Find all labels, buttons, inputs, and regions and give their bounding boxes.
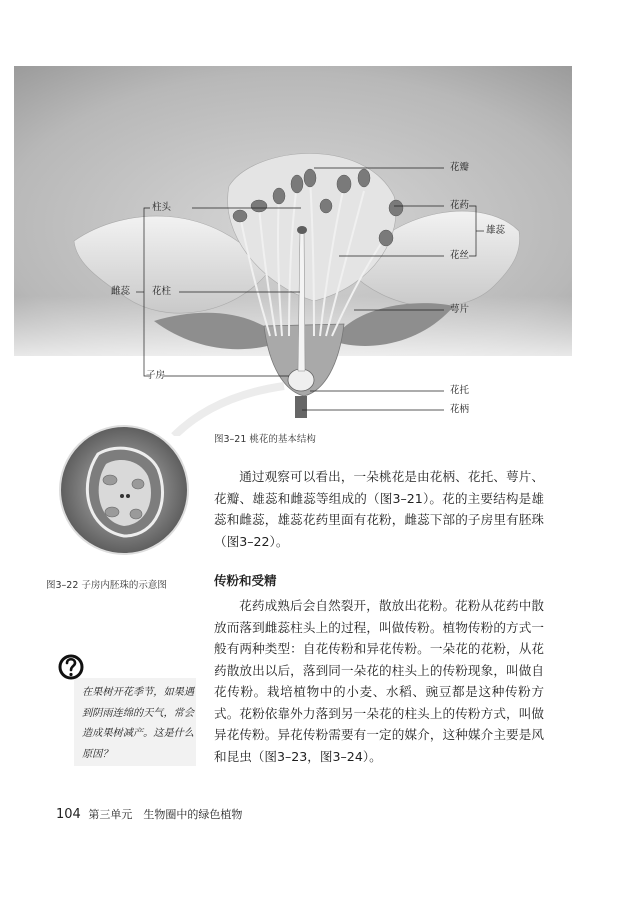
label-filament: 花丝 <box>450 250 470 261</box>
label-sepal: 萼片 <box>450 304 470 315</box>
label-petal: 花瓣 <box>450 162 470 173</box>
label-anther: 花药 <box>450 200 470 211</box>
peach-flower-diagram <box>14 66 572 436</box>
question-icon <box>58 652 84 682</box>
label-pistil: 雌蕊 <box>111 286 131 297</box>
figure-3-21-caption: 图3–21 桃花的基本结构 <box>214 434 316 445</box>
think-question-text: 在果树开花季节，如果遇到阴雨连绵的天气，常会造成果树减产。这是什么原因？ <box>82 687 195 760</box>
label-receptacle: 花托 <box>450 385 470 396</box>
page-number: 104 <box>56 807 81 822</box>
label-stigma: 柱头 <box>152 202 172 213</box>
ovary-ovule-diagram <box>58 424 190 556</box>
unit-title: 第三单元 生物圈中的绿色植物 <box>88 808 243 821</box>
label-style: 花柱 <box>152 286 172 297</box>
label-ovary: 子房 <box>146 370 166 381</box>
label-pedicel: 花柄 <box>450 404 470 415</box>
page-footer <box>56 806 242 822</box>
figure-3-22-caption: 图3–22 子房内胚珠的示意图 <box>46 580 167 591</box>
section-paragraph: 花药成熟后会自然裂开，散放出花粉。花粉从花药中散放而落到雌蕊柱头上的过程，叫做传粉。植物传粉的方式一般有两种类型：自花传粉和异花传粉。一朵花的花粉，从花药散放出以后，落到同一朵花的柱头上的传粉现象，叫做自花传粉。栽培植物中的小麦、水稻、豌豆都是这种传粉方式。花粉依靠外力落到另一朵花的柱头上的传粉方式，叫做异花传粉。异花传粉需要有一定的媒介，这种媒介主要是风和昆虫（图3–23，图3–24）。 <box>214 598 544 764</box>
section-title: 传粉和受精 <box>214 573 277 588</box>
intro-paragraph: 通过观察可以看出，一朵桃花是由花柄、花托、萼片、花瓣、雄蕊和雌蕊等组成的（图3–21）。花的主要结构是雄蕊和雌蕊，雄蕊花药里面有花粉，雌蕊下部的子房里有胚珠（图3–22）。 <box>214 469 544 549</box>
label-stamen: 雄蕊 <box>486 225 506 236</box>
